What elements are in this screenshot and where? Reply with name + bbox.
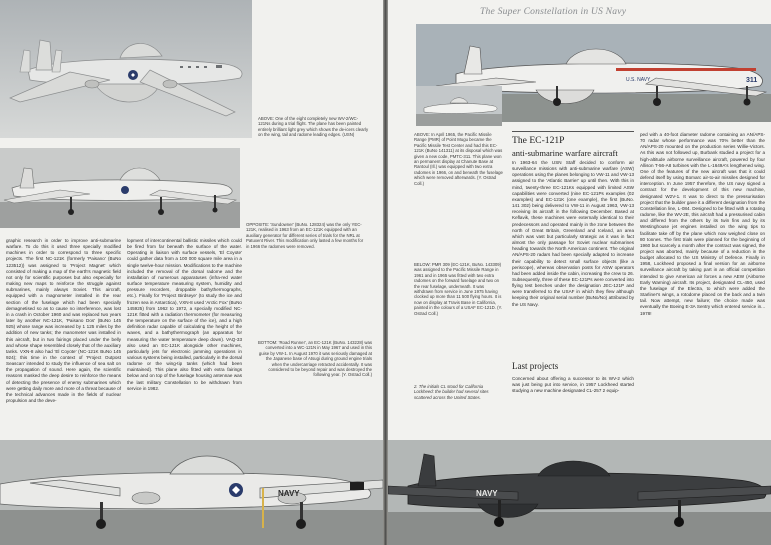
left-text-col-1: graphic research in order to improve anti-submarine warfare. To do this it used three specially modified machines in order to correspond to three specific projects. The first NC-121K (formerly 'Paisano' (BuNo 123512)) was assigned to 'Project Magnet' which consisted of making a map of the earth's magnetic field not only for scientific purposes but also especially for making new maps to reinforce the struggle against submarines, mainly always Soviet. This aircraft, equipped with a magnometer installed in the rear section of the fuselage which had been specially demagnetised so as to cause no interference, was lost in a crash in October 1960 and was replaced two years later by another NC-121K, 'Paisano Dos' (BuNo 145 925) whose range was increased by 1 125 miles by the addition of new tanks; the manometer was installed in this aircraft, but in two fairings placed under the belly and whose shape resembled closely that of the auxiliary tanks. VXN-8 also had 'El Coyote' (NC-121K BuNo 145 924); this time in the context of 'Project Outpost Seascan' intended to study the influence of sea salt on the propagation of sound. Here again, the scientific reasons masked the deep desire to reinforce the means of detecting the presence of enemy submarines which were getting daily more and more of a threat because of the technical advances made in the fields of nuclear propulsion and the deve- <box>6 238 121 404</box>
caption-footnote: 2. The initials CL stood for California Lockheed: the builder had several sites scattered across the United States. <box>414 384 489 400</box>
right-text-col-2: ped with a 40-foot diameter radome containing an AN/APS-70 radar whose performance was 70% better than the AN/APS-20 mounted on the production series Willie-Victors. As this was not followed up, Burbank studied a project for a high-altitude airborne surveillance aircraft, powered by four Allison T-56-A8 turbines with the L-1649A's lengthened wing. One of the features of the new aircraft was that it could defend itself by using Bomarc air-to-air missiles designed for interception. In June 1957 therefore, the US navy signed a contract for the development of this new machine, designated W2V-1. It was to direct to the pressurisation project that the builder gave it a different designation from the Constellation line, L-084. Designed to be fitted with a rotating radome, like the WV-2E, this aircraft had a pressurised cabin and differed from the others by its twin fins and by its Westinghouse jet engines installed on the wing tips to facilitate take off by the plane which now weighed close on 80 tonnes. The first trials were planned for the beginning of 1960 but scarcely a month after the contract was signed, the project was aborted, mainly because of a reduction in the budget allocated to the US Ministry of Defence. Finally in 1958, Lockheed proposed a final version for an airborne surveillance aircraft by taking part in an official competition intended to give American air forces a new AEW (Airborne Early Warning) aircraft. Its project, designated CL-450, used the fuselage of the Electra, to which were added the Starliner's wings, a rotodome placed on the back and a twin tail. Now attempt, new failure; the choice made was eventually the Boeing E-3A Sentry which entered service in... 1978! <box>640 132 765 316</box>
caption-mid-left: OPPOSITE: 'Sundowner' (BuNo. 128324) was the only YEC-121K, realised in 1963 from an EC-121K equipped with an auxiliary generator for different series of trials for the NRL at Patuxent River. This modification only lasted a few months for in 1966 the radomes were removed. <box>246 222 364 249</box>
left-text-col-2: lopment of intercontinental ballistic missiles which could be fired from far beneath the surface of the water. Operating in liaison with surface vessels, 'El Coyote' could gather data from a 100 000 square mile area in a single twelve-hour mission. Modifications to the machine included the removal of the dorsal radome and the installation of numerous apparatuses (infra-red water surface temperature measuring system, humidity and pressure recorders, droppable bathythermographs, etc.). Finally for 'Project Birdseye' (to study the ice and frozen sea in Antarctica), VXN-8 used 'Arctic Fox' (BuNo 145925) from 1962 to 1972, a specially modified NC-121K fitted with a radiation thermometer (for measuring the temperature on the surface of the ice), and a high definition radar capable of calculating the height of the waves, and a bathythermograph (an apparatus for measuring the water temperature deep down). VAQ-33 also used an EC-121K alongside other machines, particularly jets for electronic jamming operations in various systems being installed, particularly in the dorsal radome or the wing-tip tanks (which had been maintained). This plane also fitted with extra fairings below and on top of the fuselage housing antennae was the last military Constellation to be withdrawn from service in 1982. <box>127 238 242 391</box>
heading-rule <box>512 131 634 132</box>
left-page <box>0 0 383 545</box>
pmtc-nose-number: 311 <box>746 77 758 84</box>
photo-pmr-309-ground <box>388 440 771 545</box>
caption-bottom-left: BOTTOM: 'Road Runner', an EC-121K (BuNo. 143228) was converted into a WC-121N in May 1967 and used in this guise by VW-1. In August 1970 it was seriously damaged at the Japanese base of Atsugi during ground engine trials when the undercarriage retracted accidentally. It was considered to be beyond repair and was destroyed the following year. (Y. Ostrad Coll.) <box>257 340 372 378</box>
caption-top-left: ABOVE: One of the eight completely new WV-2/WC-121Ns during a trial flight. The plane has been painted entirely brilliant light grey which shows the de-icers clearly on the wing, tail and radome leading edges. (USN) <box>258 116 369 138</box>
right-text-col-1: In 1963-64 the USN Staff decided to conform air surveillance missions with anti-submarine warfare (ASW) operations using the planes belonging to VW-11 and VW-13 assigned to the 'Atlantic Barrier' up until then. With this in mind, twenty-three EC-121Ks equipped with limited ASW capabilities were converted (nine EC-121Ps examples (02 examples) and EC-121K (one example), the first (BuNo. 141 302) being delivered to VW-11 in August 1963, VW-13 receiving its aircraft in the following December. Based at Keflavik, these machines were externally identical to their predecessors and operated mainly in the zone between the north of Great Britain, Greenland and Iceland, an area which was vast but particularly strategic as it was in fact almost the only passage for Soviet nuclear submarines heading towards the North American continent. The original AN/APS-20 radars had been specially adapted to increase their capability to detect small surface objects (like a periscope), whereas observation posts for ASW operators had been added inside the cabin, increasing the crew to 26. Subsequently, three of these EC-121Ps were converted into flying test benches under the designation JEC-121P and were transferred to the USAF in which they flew although keeping their original serial number (BuNo/No) attributed by the US Navy. <box>512 160 634 307</box>
section-subheading: anti-submarine warfare aircraft <box>512 148 618 158</box>
photo-wv2-in-flight <box>0 0 252 138</box>
photo-small-inset <box>416 86 502 126</box>
caption-below-right: BELOW: PMR 309 (EC-121K, BuNo. 143309) was assigned to the Pacific Missile Range in 1961 and in 1965 was fitted with two extra radomes on the forward fuselage and two on the rear fuselage, underneath. It was withdrawn from service in June 1975 having clocked up more than 11 500 flying hours. It is now on display at Travis Base in California, painted in the colours of a USAF EC-121D. (Y. Ostrad Coll.) <box>414 262 503 316</box>
left-photo-navy-marking: NAVY <box>278 489 300 498</box>
last-projects-heading: Last projects <box>512 361 559 371</box>
right-page <box>388 0 771 545</box>
running-title: The Super Constellation in US Navy <box>480 6 627 17</box>
section-heading: The EC-121P <box>512 135 565 146</box>
pmtc-navy-label: U.S. NAVY <box>626 77 651 83</box>
right-photo-navy-marking: NAVY <box>476 489 498 498</box>
photo-yec121k-sundowner <box>0 148 240 228</box>
right-text-last-projects: Concerned about offering a successor to its WV-2 which was just being put into service, in 1957 Lockheed started studying a new machine designated CL-257 2 equip- <box>512 376 634 394</box>
photo-road-runner-ground <box>0 440 383 545</box>
caption-top-right: ABOVE: In April 1965, the Pacific Missile Range (PMR) of Point Mugu became the Pacific Missile Test Center and had this EC-121K (BuNo 141311) at its disposal which was given a new code, PMTC-311. This plane won an permanent display at Chanute Base at Rantoul (Ill.) was equipped with two extra radomes in 1966, on and beneath the fuselage which were removed afterwards. (Y. Ostrad Coll.) <box>414 132 503 186</box>
